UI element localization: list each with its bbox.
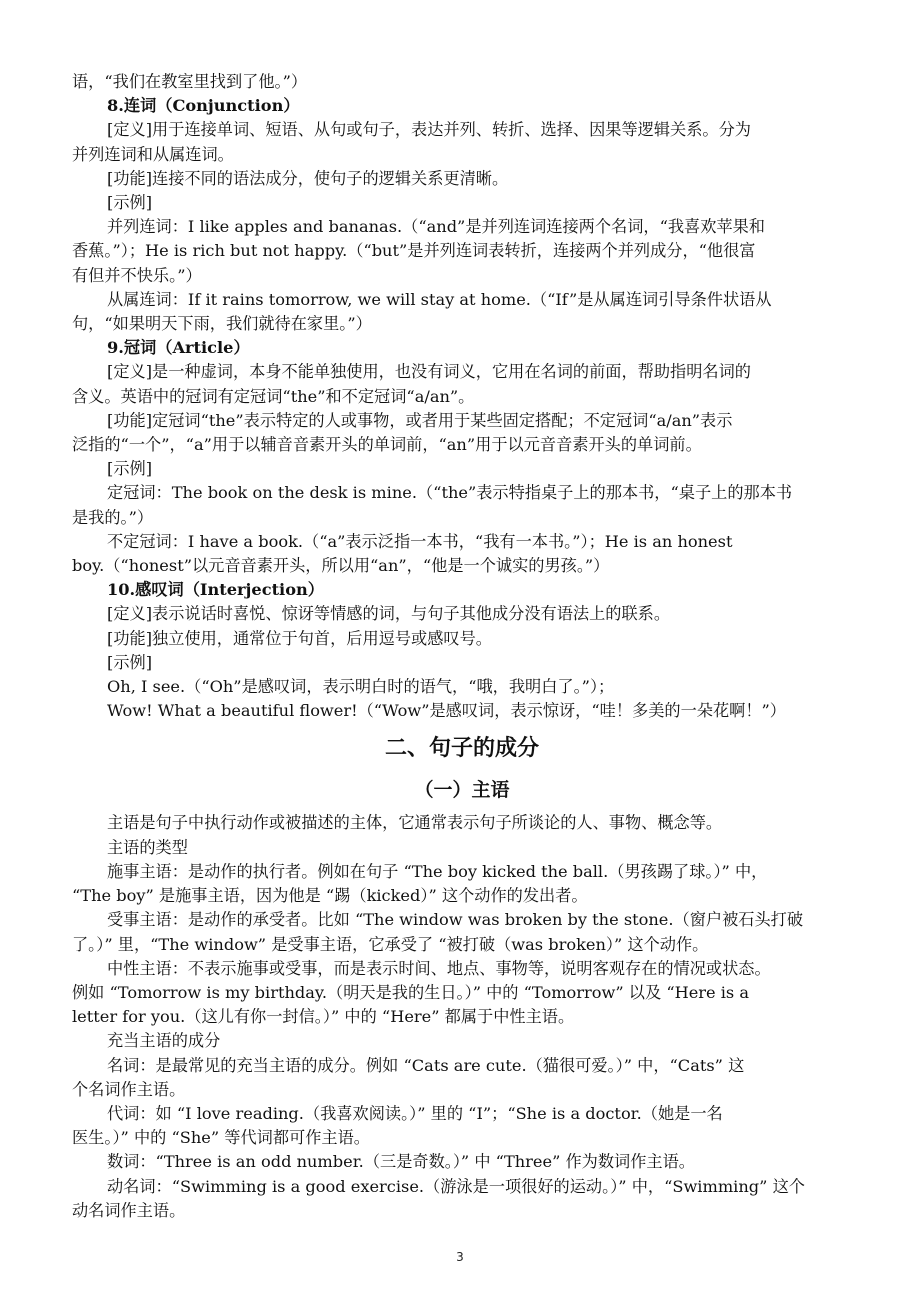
subject-neutral-cont: 例如 “Tomorrow is my birthday.（明天是我的生日。）” 中的 “Tomorrow” 以及 “Here is a bbox=[72, 982, 750, 1002]
interjection-examples-label: [示例] bbox=[107, 652, 153, 672]
conjunction-function: [功能]连接不同的语法成分，使句子的逻辑关系更清晰。 bbox=[107, 168, 509, 188]
text-line: 语，“我们在教室里找到了他。”） bbox=[72, 72, 308, 91]
interjection-example-oh: Oh, I see.（“Oh”是感叹词，表示明白时的语气，“哦，我明白了。”）； bbox=[107, 677, 615, 697]
heading-article: 9.冠词（Article） bbox=[107, 338, 250, 358]
conjunction-example-coordinating-cont: 有但并不快乐。”） bbox=[72, 265, 202, 285]
heading-interjection: 10.感叹词（Interjection） bbox=[107, 580, 324, 600]
article-function: [功能]定冠词“the”表示特定的人或事物，或者用于某些固定搭配；不定冠词“a/an”表示 bbox=[107, 410, 733, 430]
article-example-definite: 定冠词：The book on the desk is mine.（“the”表示特指桌子上的那本书，“桌子上的那本书 bbox=[107, 483, 793, 503]
subject-gerund-cont: 动名词作主语。 bbox=[72, 1200, 186, 1220]
document-page bbox=[72, 70, 852, 1223]
subject-intro: 主语是句子中执行动作或被描述的主体，它通常表示句子所谈论的人、事物、概念等。 bbox=[107, 813, 723, 833]
interjection-definition: [定义]表示说话时喜悦、惊讶等情感的词，与句子其他成分没有语法上的联系。 bbox=[107, 604, 671, 624]
article-example-definite-cont: 是我的。”） bbox=[72, 507, 154, 527]
subject-neutral-cont: letter for you.（这儿有你一封信。）” 中的 “Here” 都属于中性主语。 bbox=[72, 1007, 575, 1027]
subject-pronoun: 代词：如 “I love reading.（我喜欢阅读。）” 里的 “I”；“She is a doctor.（她是一名 bbox=[107, 1103, 723, 1123]
article-definition: [定义]是一种虚词，本身不能单独使用，也没有词义，它用在名词的前面，帮助指明名词的 bbox=[107, 362, 751, 382]
subject-gerund: 动名词：“Swimming is a good exercise.（游泳是一项很好的运动。）” 中，“Swimming” 这个 bbox=[107, 1176, 805, 1196]
section-title: 二、句子的成分 bbox=[384, 736, 539, 762]
article-examples-label: [示例] bbox=[107, 459, 153, 479]
interjection-function: [功能]独立使用，通常位于句首，后用逗号或感叹号。 bbox=[107, 628, 492, 648]
subject-types-label: 主语的类型 bbox=[107, 837, 188, 857]
conjunction-example-coordinating-cont: 香蕉。”）；He is rich but not happy.（“but”是并列连词表转折，连接两个并列成分，“他很富 bbox=[72, 241, 756, 261]
subject-numeral: 数词：“Three is an odd number.（三是奇数。）” 中 “Three” 作为数词作主语。 bbox=[107, 1152, 695, 1172]
subject-agent: 施事主语：是动作的执行者。例如在句子 “The boy kicked the ball.（男孩踢了球。）” 中， bbox=[107, 861, 768, 881]
page-number: 3 bbox=[456, 1250, 464, 1264]
conjunction-example-subordinating: 从属连词：If it rains tomorrow, we will stay at home.（“If”是从属连词引导条件状语从 bbox=[107, 289, 772, 309]
conjunction-definition: [定义]用于连接单词、短语、从句或句子，表达并列、转折、选择、因果等逻辑关系。分为 bbox=[107, 120, 751, 140]
conjunction-example-coordinating: 并列连词：I like apples and bananas.（“and”是并列连词连接两个名词，“我喜欢苹果和 bbox=[107, 217, 765, 237]
article-function-cont: 泛指的“一个”，“a”用于以辅音音素开头的单词前，“an”用于以元音音素开头的单词前。 bbox=[72, 435, 702, 455]
article-example-indefinite-cont: boy.（“honest”以元音音素开头，所以用“an”，“他是一个诚实的男孩。”） bbox=[72, 556, 610, 576]
article-definition-cont: 含义。英语中的冠词有定冠词“the”和不定冠词“a/an”。 bbox=[72, 386, 475, 406]
subject-fill-label: 充当主语的成分 bbox=[107, 1031, 221, 1051]
conjunction-examples-label: [示例] bbox=[107, 193, 153, 213]
article-example-indefinite: 不定冠词：I have a book.（“a”表示泛指一本书，“我有一本书。”）；He is an honest bbox=[107, 531, 733, 551]
interjection-example-wow: Wow! What a beautiful flower!（“Wow”是感叹词，表示惊讶，“哇！多美的一朵花啊！”） bbox=[107, 701, 786, 721]
subject-agent-cont: “The boy” 是施事主语，因为他是 “踢（kicked）” 这个动作的发出者。 bbox=[72, 886, 588, 906]
subject-noun: 名词：是最常见的充当主语的成分。例如 “Cats are cute.（猫很可爱。）” 中，“Cats” 这 bbox=[107, 1055, 745, 1075]
subject-noun-cont: 个名词作主语。 bbox=[72, 1079, 186, 1099]
subsection-title: （一）主语 bbox=[414, 779, 510, 802]
subject-neutral: 中性主语：不表示施事或受事，而是表示时间、地点、事物等，说明客观存在的情况或状态。 bbox=[107, 958, 771, 978]
conjunction-definition-cont: 并列连词和从属连词。 bbox=[72, 144, 234, 164]
subject-patient: 受事主语：是动作的承受者。比如 “The window was broken by the stone.（窗户被石头打破 bbox=[107, 910, 804, 930]
heading-conjunction: 8.连词（Conjunction） bbox=[107, 96, 300, 116]
conjunction-example-subordinating-cont: 句，“如果明天下雨，我们就待在家里。”） bbox=[72, 314, 372, 334]
subject-patient-cont: 了。）” 里，“The window” 是受事主语，它承受了 “被打破（was broken）” 这个动作。 bbox=[72, 934, 709, 954]
subject-pronoun-cont: 医生。）” 中的 “She” 等代词都可作主语。 bbox=[72, 1128, 370, 1148]
